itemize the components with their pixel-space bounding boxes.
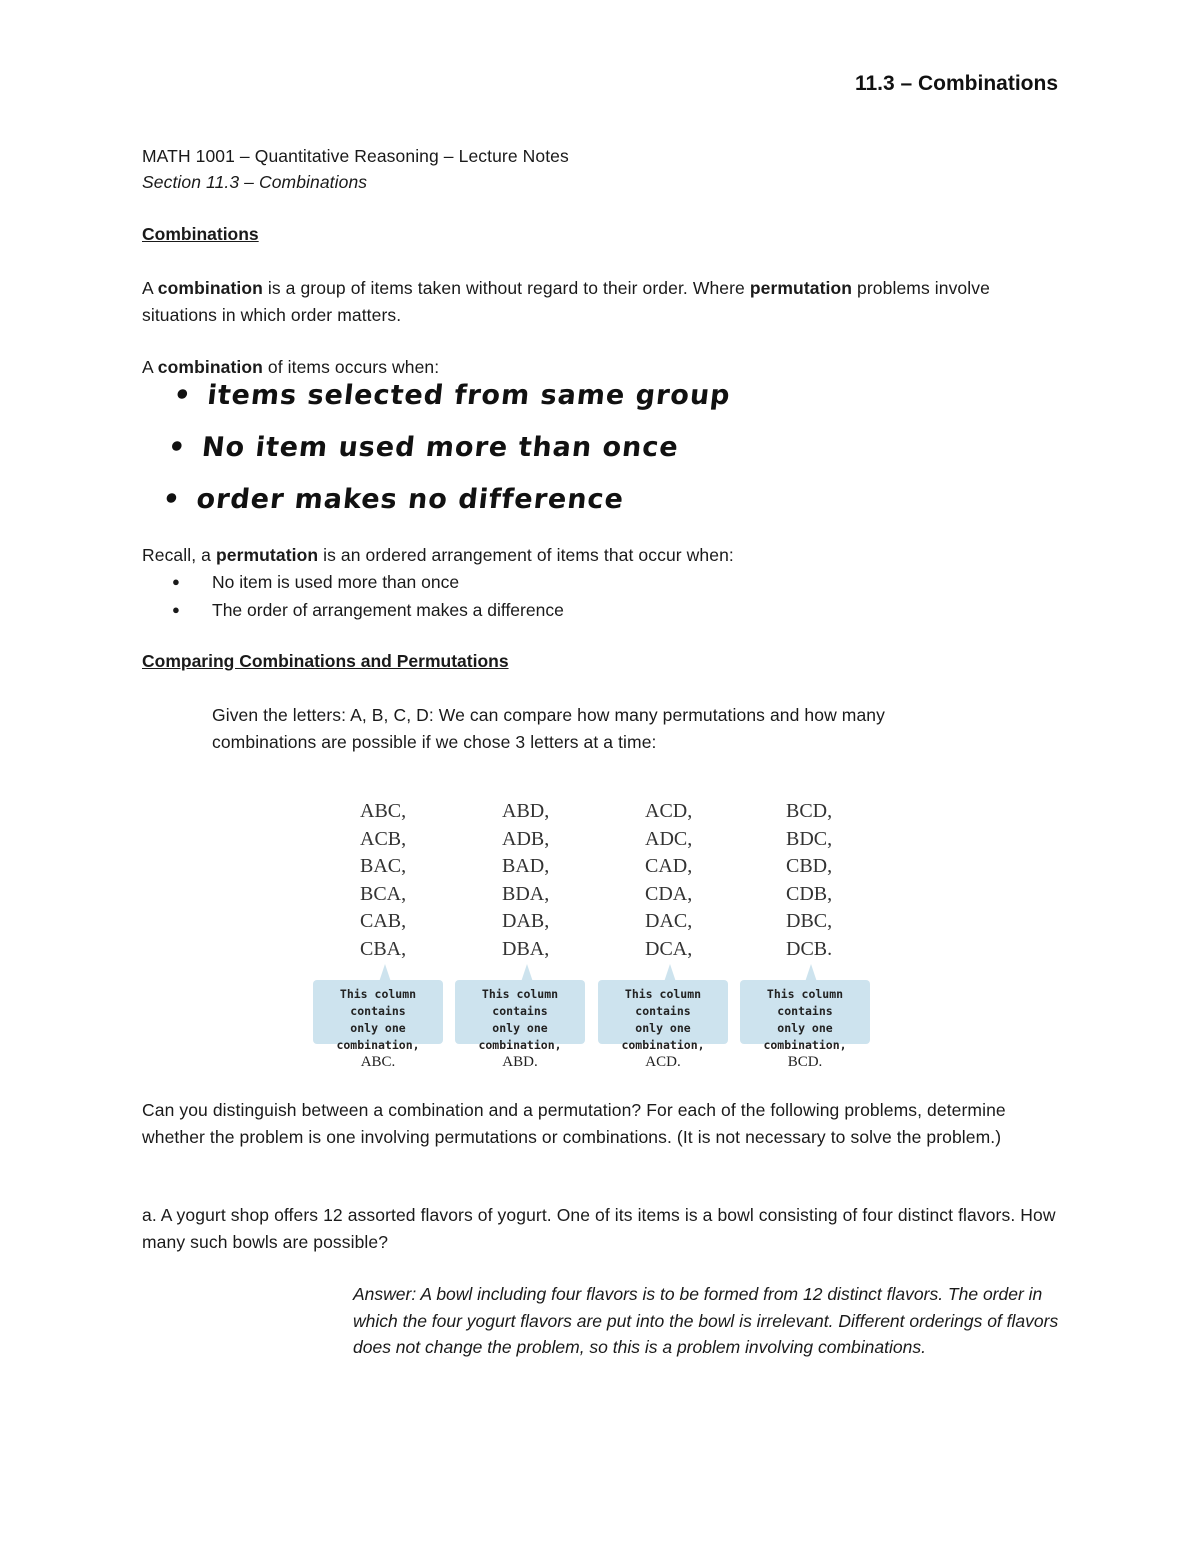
perm-item: DAC, [645,910,693,932]
comparing-heading: Comparing Combinations and Permutations [142,651,509,671]
occurs-text-2: of items occurs when: [262,357,440,377]
perm-item: ABD, [502,800,550,822]
callout-combination: ABD. [502,1054,538,1070]
combination-definition [142,275,1042,328]
perm-item: CDA, [645,882,693,905]
def-text-1: A [142,278,158,298]
permutation-grid [336,798,875,1070]
handwritten-item: • order makes no difference [160,474,722,526]
perm-item: CBA, [360,937,407,960]
page-header-title: 11.3 – Combinations [854,72,1058,95]
perm-item: BDA, [502,882,550,905]
perm-item: DBA, [502,937,550,960]
def-text-2: is a group of items taken without regard to their order. Where [262,278,750,298]
course-title: MATH 1001 – Quantitative Reasoning – Lecture Notes [142,146,569,166]
section-subtitle: Section 11.3 – Combinations [142,172,368,192]
perm-item: CAB, [360,910,407,932]
recall-text-1: Recall, a [142,545,216,565]
perm-item: ACB, [360,827,407,850]
perm-item: DCA, [645,937,693,960]
callout-line: This column contains [339,987,417,1018]
callout-line: only one combination, [621,1021,705,1052]
callout-abd [455,980,585,1070]
callout-line: only one combination, [336,1021,420,1052]
callout-line: only one combination, [478,1021,562,1052]
def-bold-permutation: permutation [749,278,853,298]
occurs-bold-combination: combination [157,357,263,377]
callout-line: only one combination, [763,1021,847,1052]
perm-item: BCA, [360,882,407,905]
recall-permutation [142,542,734,569]
callout-combination: ABC. [360,1054,396,1070]
occurs-text-1: A [142,357,158,377]
recall-bullet-list [142,568,564,624]
perm-column-bcd [771,798,901,963]
perm-item: ACD, [645,800,693,822]
callout-line: This column contains [766,987,844,1018]
distinguish-question: Can you distinguish between a combination and a permutation? For each of the following problems, determine whether the problem is one involving permutations or combinations. (It is not necessary to solve the problem.) [142,1100,1006,1147]
perm-item: DAB, [502,910,550,932]
perm-item: CBD, [786,855,833,877]
callout-line: This column contains [481,987,559,1018]
callout-acd [598,980,728,1070]
callout-combination: BCD. [787,1054,823,1070]
callout-abc [313,980,443,1070]
callout-line: This column contains [624,987,702,1018]
perm-column-abd [487,798,617,963]
handwritten-item: • items selected from same group [171,370,733,422]
perm-item: BAC, [360,855,407,877]
combinations-heading: Combinations [142,224,259,244]
handwritten-item: • No item used more than once [165,422,727,474]
perm-column-abc [345,798,475,963]
perm-item: DCB. [786,937,833,960]
perm-item: CAD, [645,855,693,877]
given-letters-text: Given the letters: A, B, C, D: We can compare how many permutations and how many combinations are possible if we chose 3 letters at a time: [212,705,885,752]
def-bold-combination: combination [157,278,263,298]
perm-item: CDB, [786,882,833,905]
recall-bullet: ● No item is used more than once [142,568,564,596]
perm-item: BDC, [786,827,833,850]
callout-combination: ACD. [645,1054,681,1070]
perm-item: DBC, [786,910,833,932]
perm-item: BCD, [786,800,833,822]
problem-a: a. A yogurt shop offers 12 assorted flavors of yogurt. One of its items is a bowl consisting of four distinct flavors. How many such bowls are possible? [142,1205,1056,1252]
answer-a: Answer: A bowl including four flavors is to be formed from 12 distinct flavors. The order in which the four yogurt flavors are put into the bowl is irrelevant. Different orderings of flavors does not change the problem, so this is a problem involving combinations. [353,1284,1059,1357]
recall-bullet: ● The order of arrangement makes a difference [142,596,564,624]
perm-item: ADB, [502,827,550,850]
def-text-3: problems involve situations in which order matters. [142,278,990,325]
perm-item: ADC, [645,827,693,850]
perm-item: BAD, [502,855,550,877]
handwritten-list [160,370,733,526]
perm-column-acd [630,798,760,963]
callout-bcd [740,980,870,1070]
recall-text-2: is an ordered arrangement of items that occur when: [318,545,734,565]
recall-bold-permutation: permutation [215,545,319,565]
perm-item: ABC, [360,800,407,822]
